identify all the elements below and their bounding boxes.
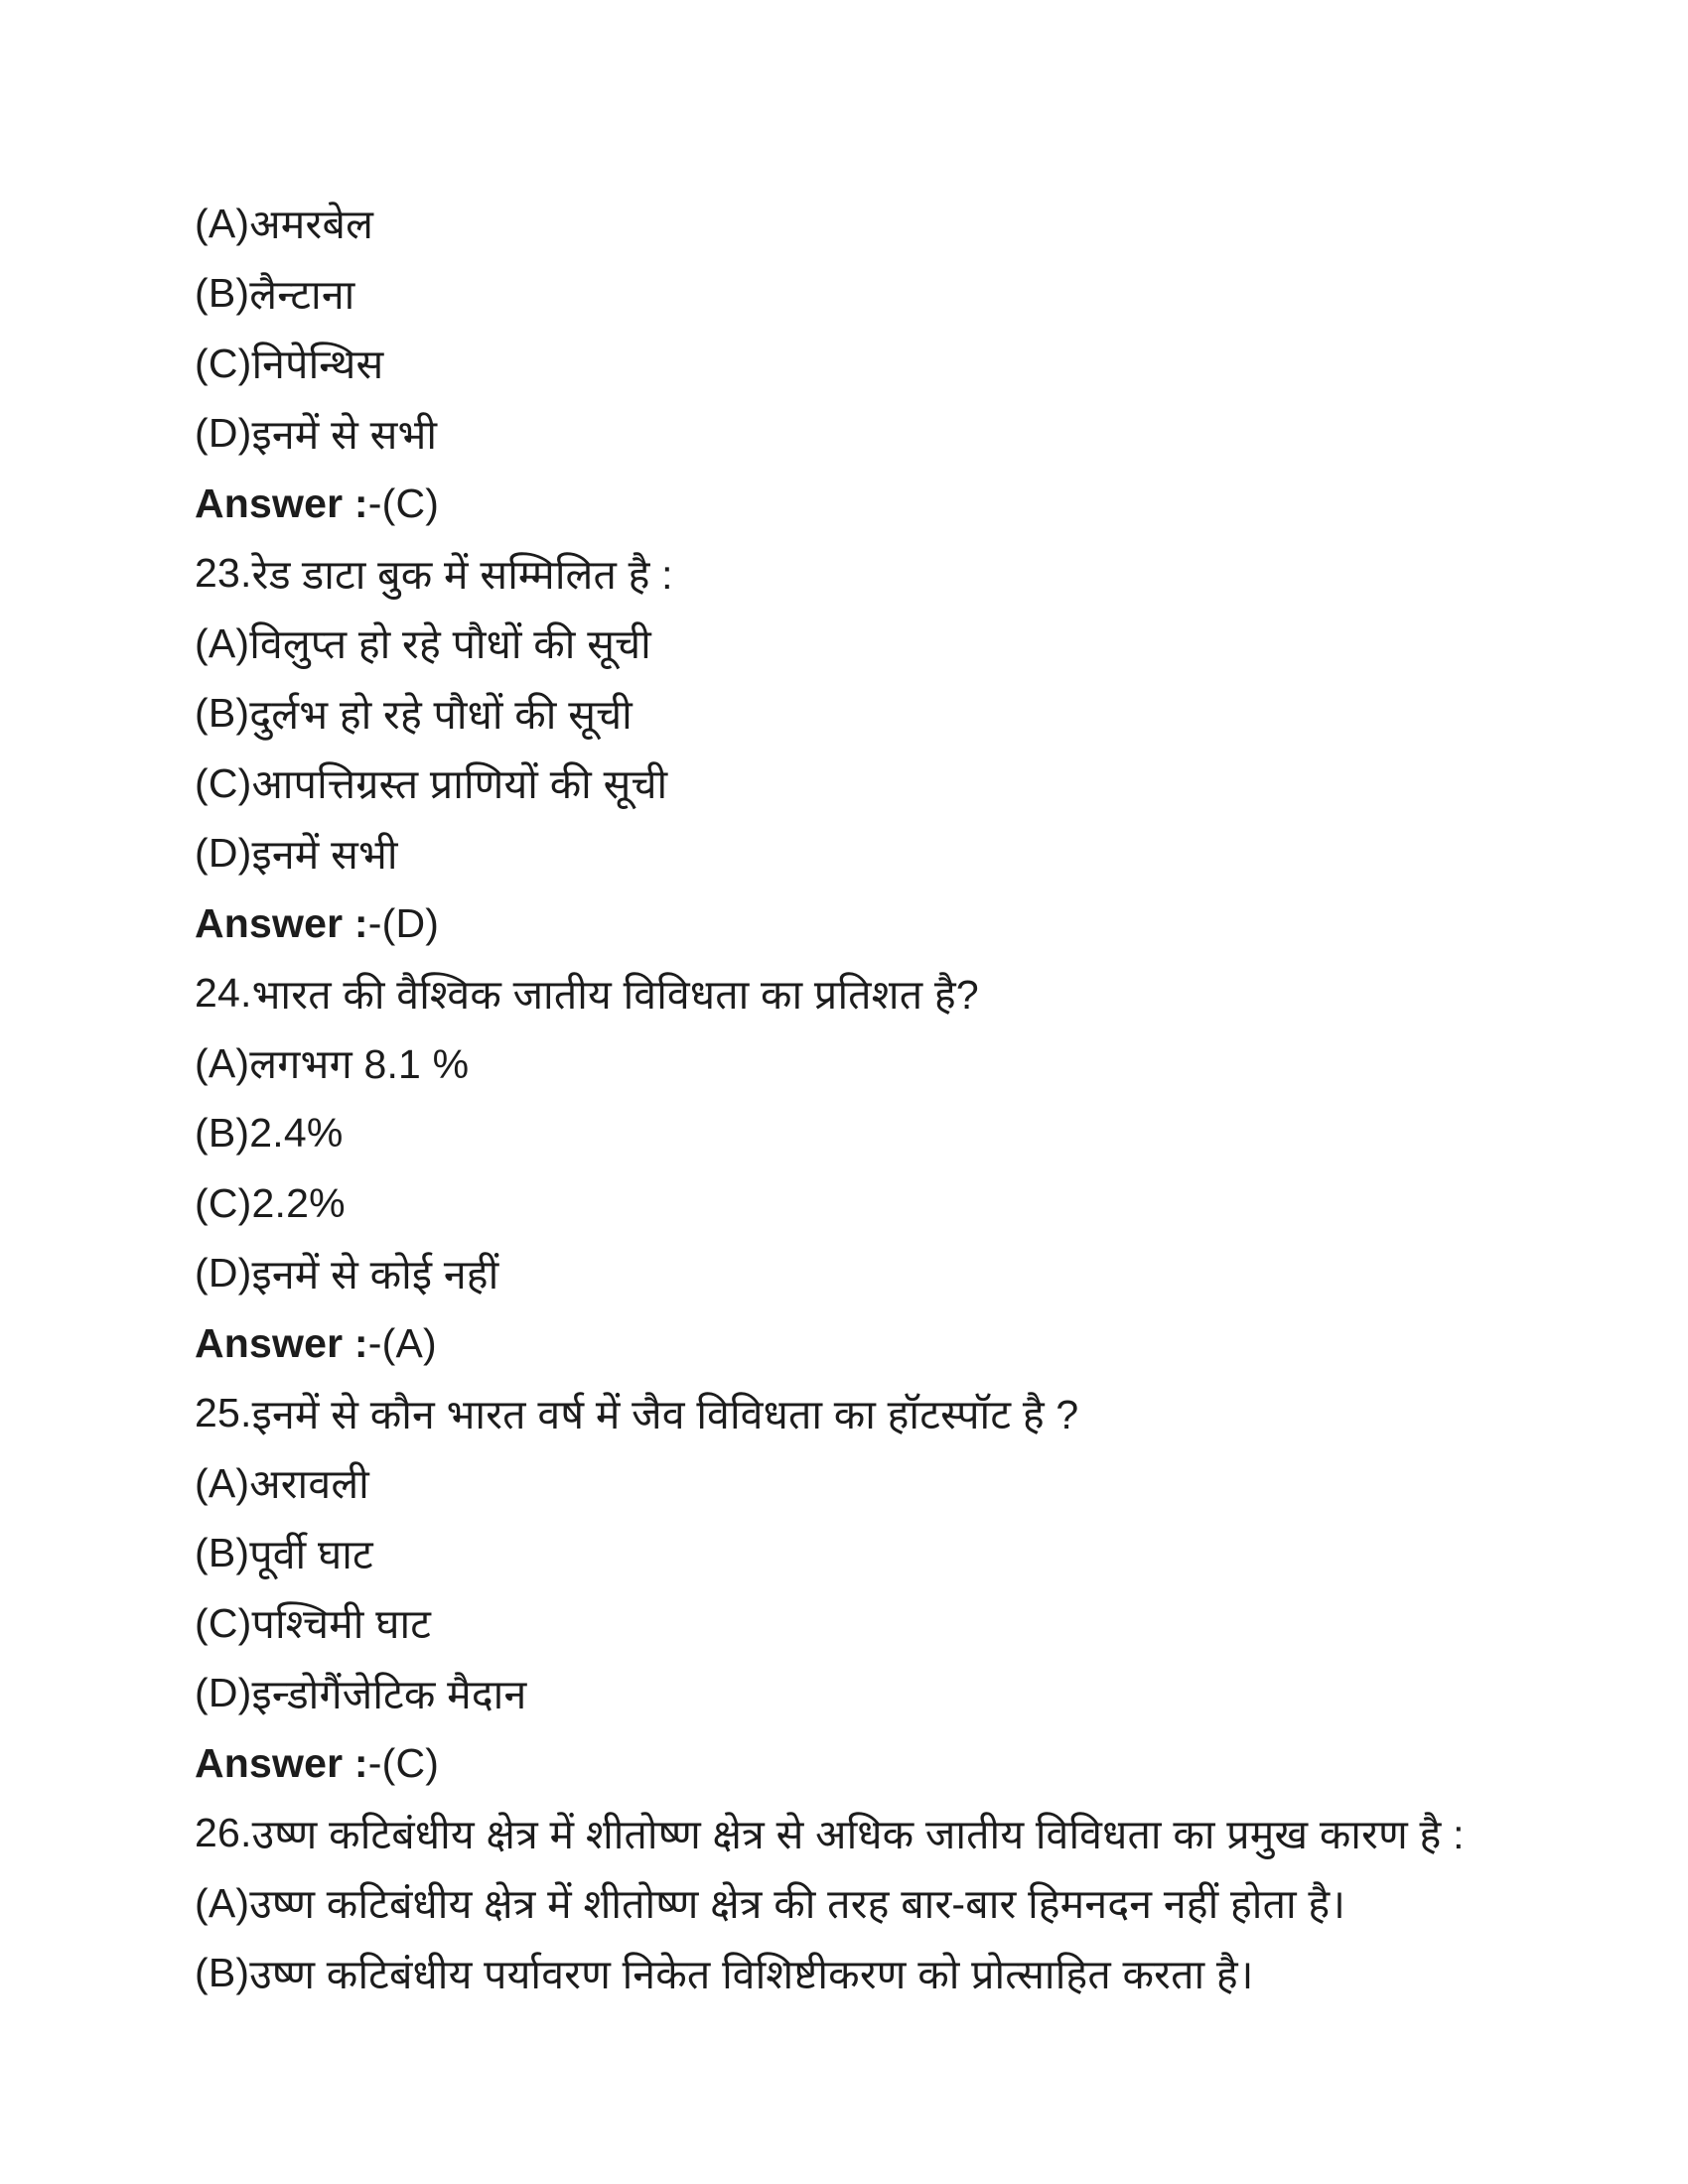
option-label: (B) <box>195 690 250 737</box>
option-label: (B) <box>195 1110 250 1157</box>
option-line <box>195 1168 1628 1239</box>
option-line <box>195 399 1628 470</box>
answer-value: (A) <box>381 1319 437 1366</box>
option-line <box>195 1868 1628 1939</box>
option-line <box>195 1028 1628 1099</box>
option-line <box>195 679 1628 750</box>
option-line <box>195 1939 1628 2009</box>
answer-label: Answer : <box>195 479 368 526</box>
answer-line <box>195 1728 1628 1799</box>
option-text: पश्चिमी घाट <box>251 1601 432 1648</box>
option-line <box>195 1588 1628 1659</box>
answer-separator: - <box>367 479 382 526</box>
question-line <box>195 1379 1628 1449</box>
option-text: इनमें सभी <box>251 831 398 878</box>
answer-label: Answer : <box>195 899 368 946</box>
answer-label: Answer : <box>195 1319 368 1366</box>
question-line <box>195 959 1628 1029</box>
option-label: (B) <box>195 1950 250 1996</box>
option-label: (A) <box>195 1459 250 1506</box>
option-label: (C) <box>195 759 252 806</box>
question-number: 26. <box>195 1810 252 1856</box>
answer-separator: - <box>367 1319 382 1366</box>
option-line <box>195 819 1628 889</box>
option-text: 2.2% <box>251 1179 346 1226</box>
answer-value: (C) <box>381 479 440 526</box>
option-label: (A) <box>195 1039 250 1086</box>
option-line <box>195 329 1628 399</box>
question-number: 23. <box>195 550 252 597</box>
option-label: (B) <box>195 1530 250 1576</box>
option-text: इन्डोगैंजेटिक मैदान <box>251 1671 527 1717</box>
question-text: उष्ण कटिबंधीय क्षेत्र में शीतोष्ण क्षेत्र से अधिक जातीय विविधता का प्रमुख कारण है : <box>251 1811 1465 1857</box>
option-line <box>195 1659 1628 1729</box>
question-text: इनमें से कौन भारत वर्ष में जैव विविधता का हॉटस्पॉट है ? <box>251 1391 1079 1437</box>
option-label: (D) <box>195 410 252 457</box>
question-number: 25. <box>195 1390 252 1436</box>
answer-line <box>195 888 1628 959</box>
answer-line <box>195 469 1628 539</box>
question-text: रेड डाटा बुक में सम्मिलित है : <box>251 551 673 598</box>
option-label: (B) <box>195 270 250 317</box>
answer-label: Answer : <box>195 1739 368 1786</box>
option-label: (C) <box>195 340 252 386</box>
option-text: 2.4% <box>249 1110 344 1157</box>
option-line <box>195 189 1628 259</box>
option-label: (A) <box>195 619 250 666</box>
option-label: (D) <box>195 1250 252 1297</box>
option-line <box>195 1519 1628 1589</box>
option-line <box>195 259 1628 330</box>
option-label: (C) <box>195 1179 252 1226</box>
option-text: इनमें से सभी <box>251 411 438 458</box>
option-text: लगभग 8.1 % <box>249 1041 470 1088</box>
option-text: अमरबेल <box>249 202 374 248</box>
answer-separator: - <box>367 899 382 946</box>
question-number: 24. <box>195 970 252 1017</box>
answer-value: (C) <box>381 1739 440 1786</box>
option-label: (C) <box>195 1599 252 1646</box>
option-label: (A) <box>195 1879 250 1926</box>
answer-value: (D) <box>381 899 440 946</box>
option-text: उष्ण कटिबंधीय क्षेत्र में शीतोष्ण क्षेत्र की तरह बार-बार हिमनदन नहीं होता है। <box>249 1881 1346 1928</box>
option-label: (D) <box>195 830 252 877</box>
question-line <box>195 1799 1628 1869</box>
option-line <box>195 749 1628 819</box>
option-text: निपेन्थिस <box>251 341 384 388</box>
option-text: दुर्लभ हो रहे पौधों की सूची <box>249 691 633 738</box>
option-text: अरावली <box>249 1461 369 1508</box>
option-line <box>195 1099 1628 1169</box>
option-line <box>195 609 1628 679</box>
answer-line <box>195 1308 1628 1379</box>
question-line <box>195 539 1628 610</box>
option-line <box>195 1239 1628 1309</box>
option-text: लैन्टाना <box>249 271 355 318</box>
option-text: इनमें से कोई नहीं <box>251 1251 499 1297</box>
option-label: (D) <box>195 1670 252 1716</box>
option-text: विलुप्त हो रहे पौधों की सूची <box>249 621 651 668</box>
option-text: उष्ण कटिबंधीय पर्यावरण निकेत विशिष्टीकरण को प्रोत्साहित करता है। <box>249 1951 1254 1997</box>
option-label: (A) <box>195 200 250 246</box>
question-text: भारत की वैश्विक जातीय विविधता का प्रतिशत है? <box>251 971 979 1018</box>
option-text: पूर्वी घाट <box>249 1531 373 1577</box>
question-list <box>195 189 1628 2008</box>
option-line <box>195 1448 1628 1519</box>
answer-separator: - <box>367 1739 382 1786</box>
option-text: आपत्तिग्रस्त प्राणियों की सूची <box>251 761 668 808</box>
